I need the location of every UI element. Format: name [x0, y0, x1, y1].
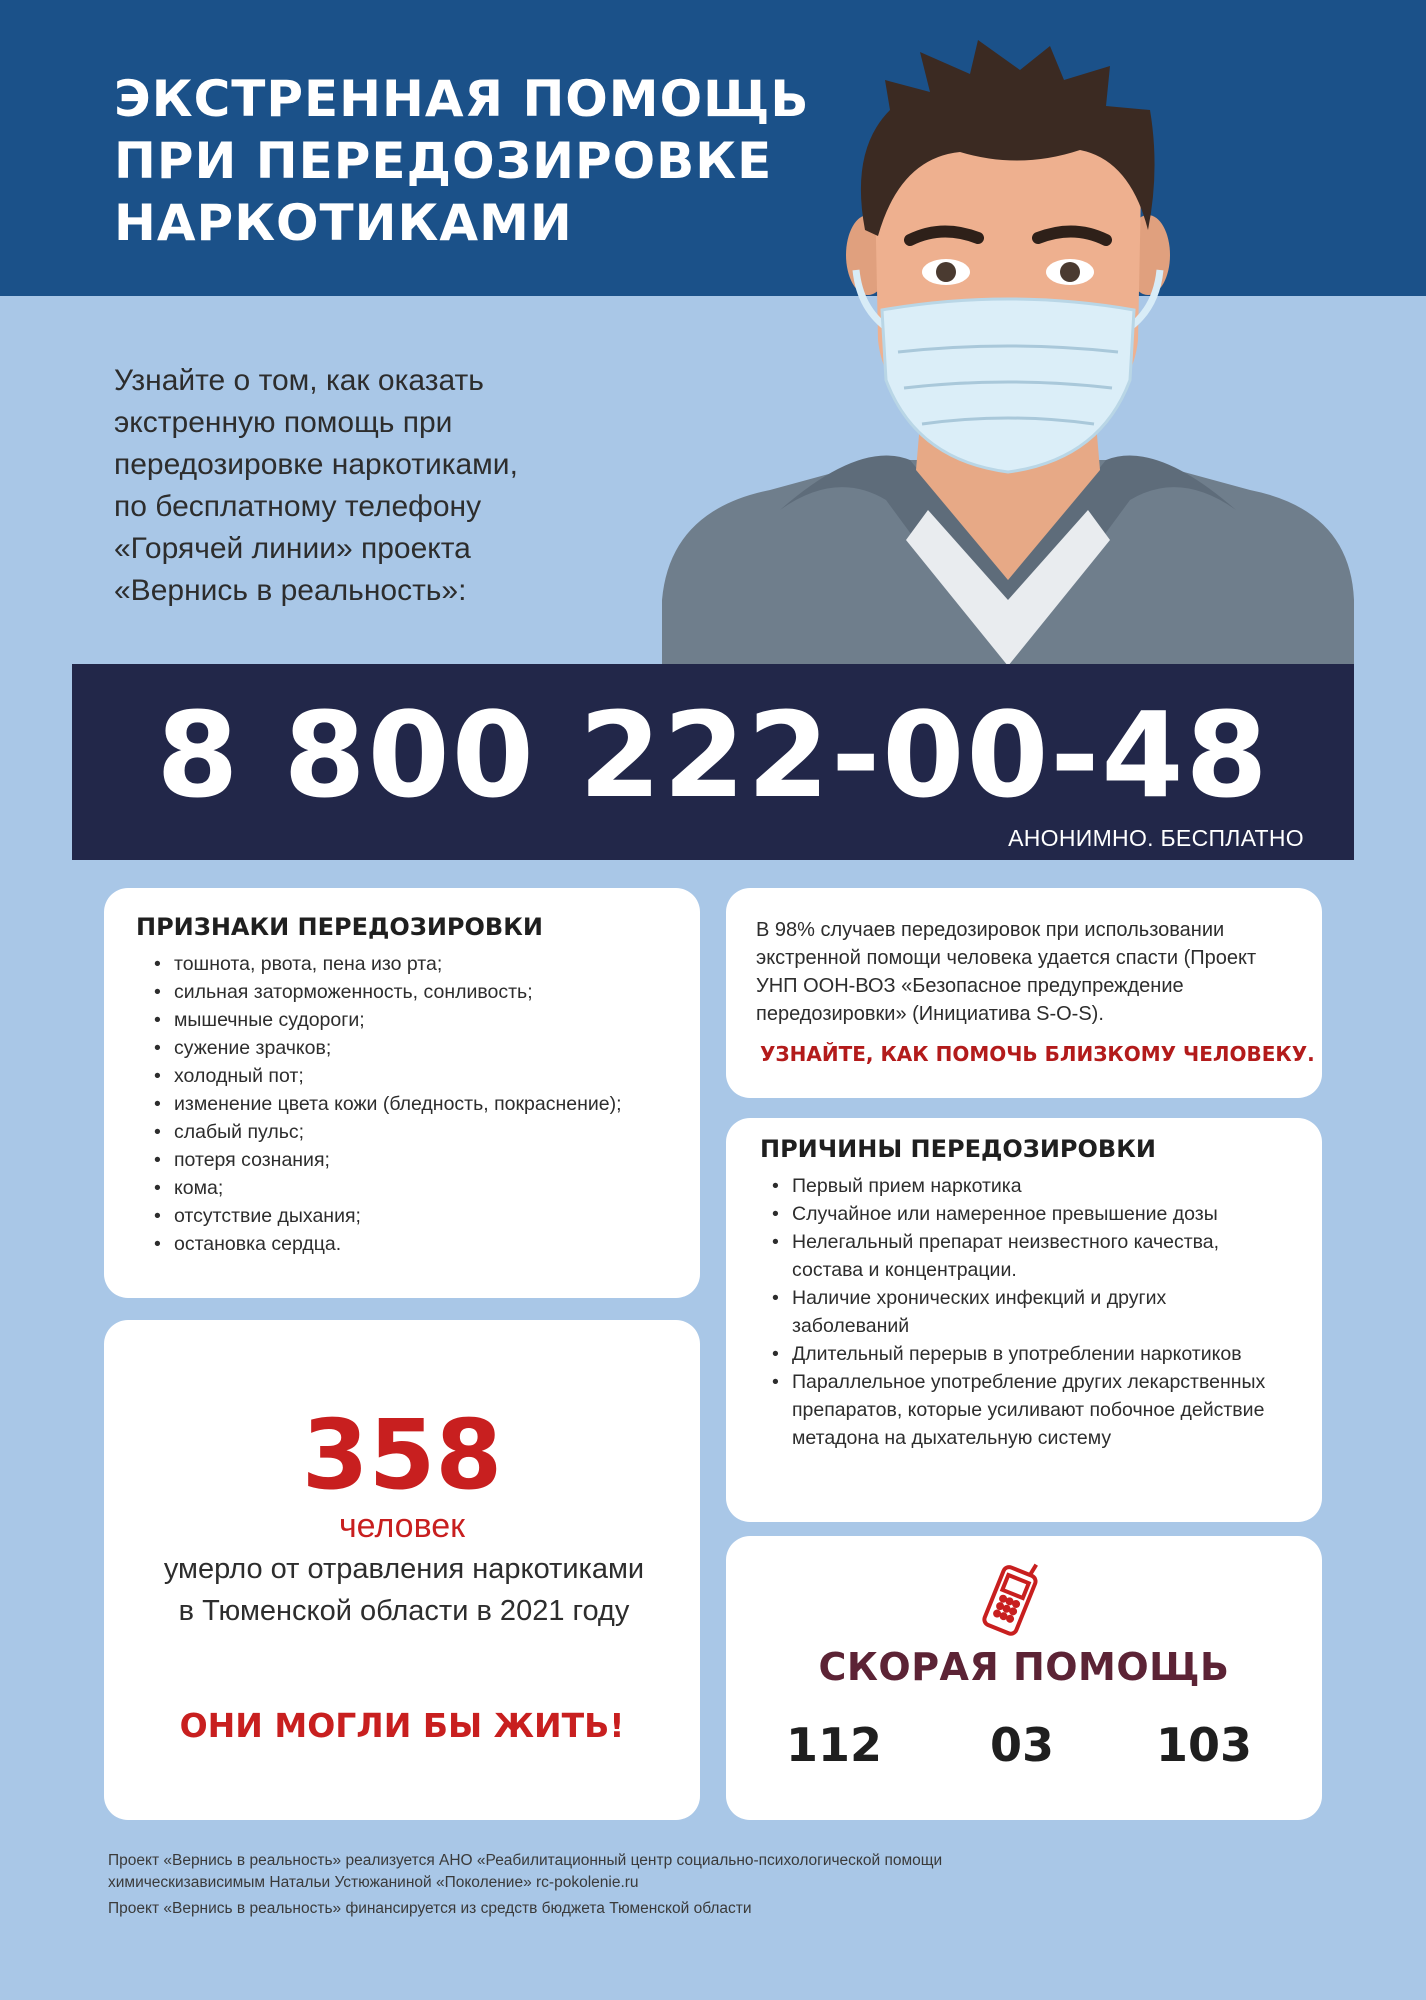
page-title: ЭКСТРЕННАЯ ПОМОЩЬ ПРИ ПЕРЕДОЗИРОВКЕ НАРКОТИКАМИ: [114, 70, 810, 252]
footer-line: Проект «Вернись в реальность» финансируется из средств бюджета Тюменской области: [108, 1900, 752, 1917]
causes-card: [726, 1118, 1322, 1522]
ambulance-title: СКОРАЯ ПОМОЩЬ: [818, 1645, 1230, 1689]
hotline-bar: [72, 664, 1354, 860]
signs-card: [104, 888, 700, 1298]
intro-text: Узнайте о том, как оказать экстренную помощь при передозировке наркотиками, по бесплатному телефону «Горячей линии» проекта «Вернись в реальность»:: [114, 364, 518, 607]
list-item: • Наличие хронических инфекций и других заболеваний: [768, 1284, 1278, 1340]
list-item: • мышечные судороги;: [150, 1006, 690, 1034]
death-description: умерло от отравления наркотиками в Тюменской области в 2021 году: [163, 1553, 645, 1627]
mobile-phone-icon: [974, 1556, 1050, 1640]
ambulance-number-103[interactable]: 103: [1156, 1718, 1253, 1772]
footer-line: Проект «Вернись в реальность» реализуется АНО «Реабилитационный центр социально-психологической помощи химическизависимым Натальи Устюжаниной «Поколение» rc-pokolenie.ru: [108, 1852, 943, 1891]
footer: [108, 1850, 1008, 1924]
list-item: • кома;: [150, 1174, 690, 1202]
ambulance-card: [726, 1536, 1322, 1820]
list-item: • отсутствие дыхания;: [150, 1202, 690, 1230]
ambulance-number-03[interactable]: 03: [990, 1718, 1055, 1772]
list-item: • Длительный перерыв в употреблении наркотиков: [768, 1340, 1278, 1368]
list-item: • сужение зрачков;: [150, 1034, 690, 1062]
list-item: • Первый прием наркотика: [768, 1172, 1278, 1200]
death-count: 358: [301, 1399, 503, 1511]
death-count-unit: человек: [338, 1507, 466, 1545]
list-item: • сильная заторможенность, сонливость;: [150, 978, 690, 1006]
list-item: • Нелегальный препарат неизвестного качества, состава и концентрации.: [768, 1228, 1278, 1284]
list-item: • потеря сознания;: [150, 1146, 690, 1174]
hotline-number[interactable]: 8 800 222-00-48: [156, 686, 1270, 824]
ambulance-number-112[interactable]: 112: [786, 1718, 883, 1772]
masked-man-illustration: [660, 40, 1356, 666]
signs-heading: ПРИЗНАКИ ПЕРЕДОЗИРОВКИ: [136, 913, 543, 941]
info-card: [726, 888, 1322, 1098]
causes-heading: ПРИЧИНЫ ПЕРЕДОЗИРОВКИ: [760, 1135, 1156, 1163]
signs-list: [150, 950, 690, 1258]
causes-list: [768, 1172, 1278, 1452]
slogan: ОНИ МОГЛИ БЫ ЖИТЬ!: [179, 1706, 625, 1745]
list-item: • остановка сердца.: [150, 1230, 690, 1258]
list-item: • слабый пульс;: [150, 1118, 690, 1146]
list-item: • изменение цвета кожи (бледность, покраснение);: [150, 1090, 690, 1118]
list-item: • Случайное или намеренное превышение дозы: [768, 1200, 1278, 1228]
info-cta: УЗНАЙТЕ, КАК ПОМОЧЬ БЛИЗКОМУ ЧЕЛОВЕКУ.: [760, 1042, 1315, 1066]
list-item: • Параллельное употребление других лекарственных препаратов, которые усиливают побочное действие метадона на дыхательную систему: [768, 1368, 1278, 1452]
hotline-note: АНОНИМНО. БЕСПЛАТНО: [1008, 825, 1304, 851]
info-text: В 98% случаев передозировок при использовании экстренной помощи человека удается спасти (Проект УНП ООН-ВОЗ «Безопасное предупреждение передозировки» (Инициатива S-O-S).: [756, 919, 1257, 1025]
list-item: • холодный пот;: [150, 1062, 690, 1090]
statistic-card: [104, 1320, 700, 1820]
list-item: • тошнота, рвота, пена изо рта;: [150, 950, 690, 978]
